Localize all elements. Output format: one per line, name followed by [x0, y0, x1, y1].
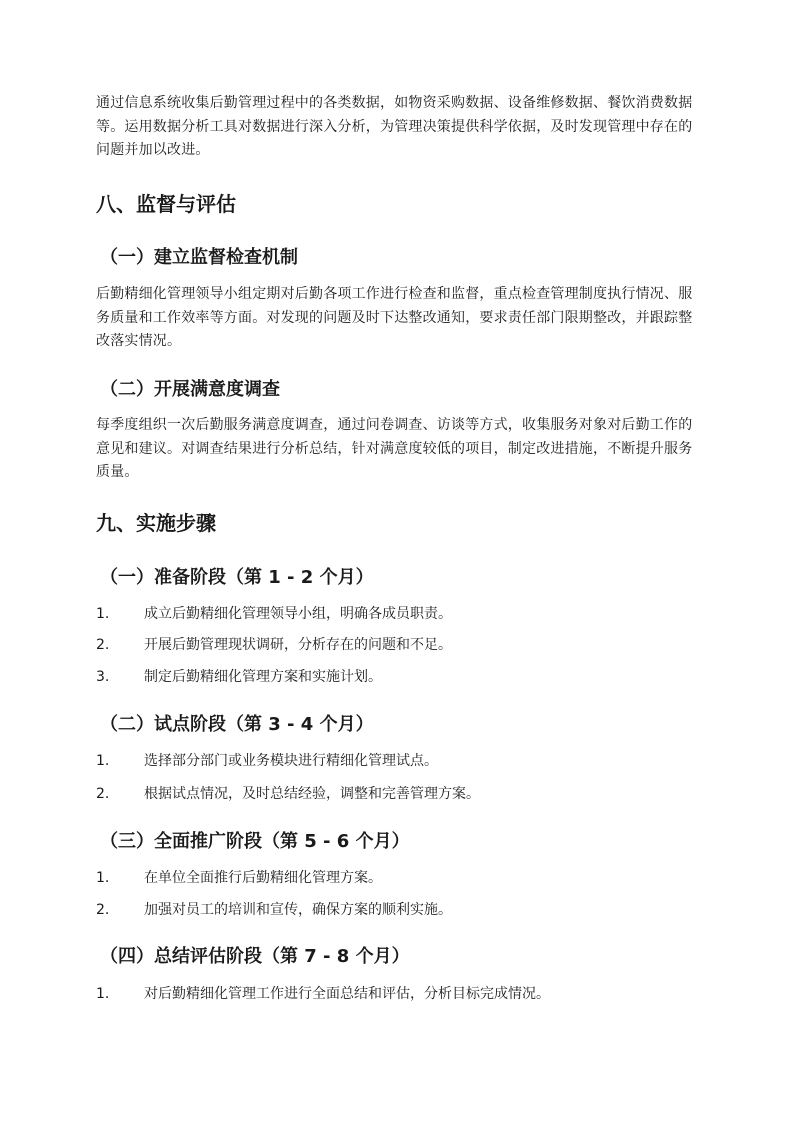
list-item — [96, 868, 706, 888]
list-item-number: 2. — [96, 786, 110, 802]
phase-4-heading: （四）总结评估阶段（第 7 - 8 个月） — [100, 946, 410, 967]
list-item-text: 根据试点情况，及时总结经验，调整和完善管理方案。 — [144, 786, 480, 802]
list-item — [96, 751, 706, 771]
list-item — [96, 784, 706, 804]
list-item-number: 3. — [96, 669, 110, 685]
section-8-heading: 八、监督与评估 — [96, 192, 236, 216]
list-item — [96, 604, 706, 624]
phase-1-heading: （一）准备阶段（第 1 - 2 个月） — [100, 567, 374, 588]
list-item-text: 加强对员工的培训和宣传，确保方案的顺利实施。 — [144, 902, 452, 918]
list-item-text: 成立后勤精细化管理领导小组，明确各成员职责。 — [144, 606, 452, 622]
list-item-text: 在单位全面推行后勤精细化管理方案。 — [144, 870, 382, 886]
list-item-text: 开展后勤管理现状调研，分析存在的问题和不足。 — [144, 637, 452, 653]
phase-3-heading: （三）全面推广阶段（第 5 - 6 个月） — [100, 831, 410, 852]
list-item — [96, 900, 706, 920]
list-item-number: 1. — [96, 753, 110, 769]
intro-paragraph: 通过信息系统收集后勤管理过程中的各类数据，如物资采购数据、设备维修数据、餐饮消费数据等。运用数据分析工具对数据进行深入分析，为管理决策提供科学依据，及时发现管理中存在的问题并加以改进。 — [96, 95, 693, 158]
section-8-1-paragraph: 后勤精细化管理领导小组定期对后勤各项工作进行检查和监督，重点检查管理制度执行情况、服务质量和工作效率等方面。对发现的问题及时下达整改通知，要求责任部门限期整改，并跟踪整改落实情况。 — [96, 286, 693, 349]
section-8-2-heading: （二）开展满意度调查 — [100, 379, 280, 400]
list-item — [96, 667, 706, 687]
list-item-number: 1. — [96, 870, 110, 886]
phase-2-heading: （二）试点阶段（第 3 - 4 个月） — [100, 714, 374, 735]
section-8-2-paragraph: 每季度组织一次后勤服务满意度调查，通过问卷调查、访谈等方式，收集服务对象对后勤工作的意见和建议。对调查结果进行分析总结，针对满意度较低的项目，制定改进措施，不断提升服务质量。 — [96, 417, 693, 480]
list-item-number: 2. — [96, 902, 110, 918]
section-9-heading: 九、实施步骤 — [96, 511, 216, 535]
list-item — [96, 635, 706, 655]
list-item-text: 制定后勤精细化管理方案和实施计划。 — [144, 669, 382, 685]
list-item-number: 1. — [96, 986, 110, 1002]
list-item-text: 选择部分部门或业务模块进行精细化管理试点。 — [144, 753, 438, 769]
section-8-1-heading: （一）建立监督检查机制 — [100, 247, 298, 268]
list-item-number: 1. — [96, 606, 110, 622]
list-item-number: 2. — [96, 637, 110, 653]
list-item — [96, 984, 706, 1004]
list-item-text: 对后勤精细化管理工作进行全面总结和评估，分析目标完成情况。 — [144, 986, 550, 1002]
